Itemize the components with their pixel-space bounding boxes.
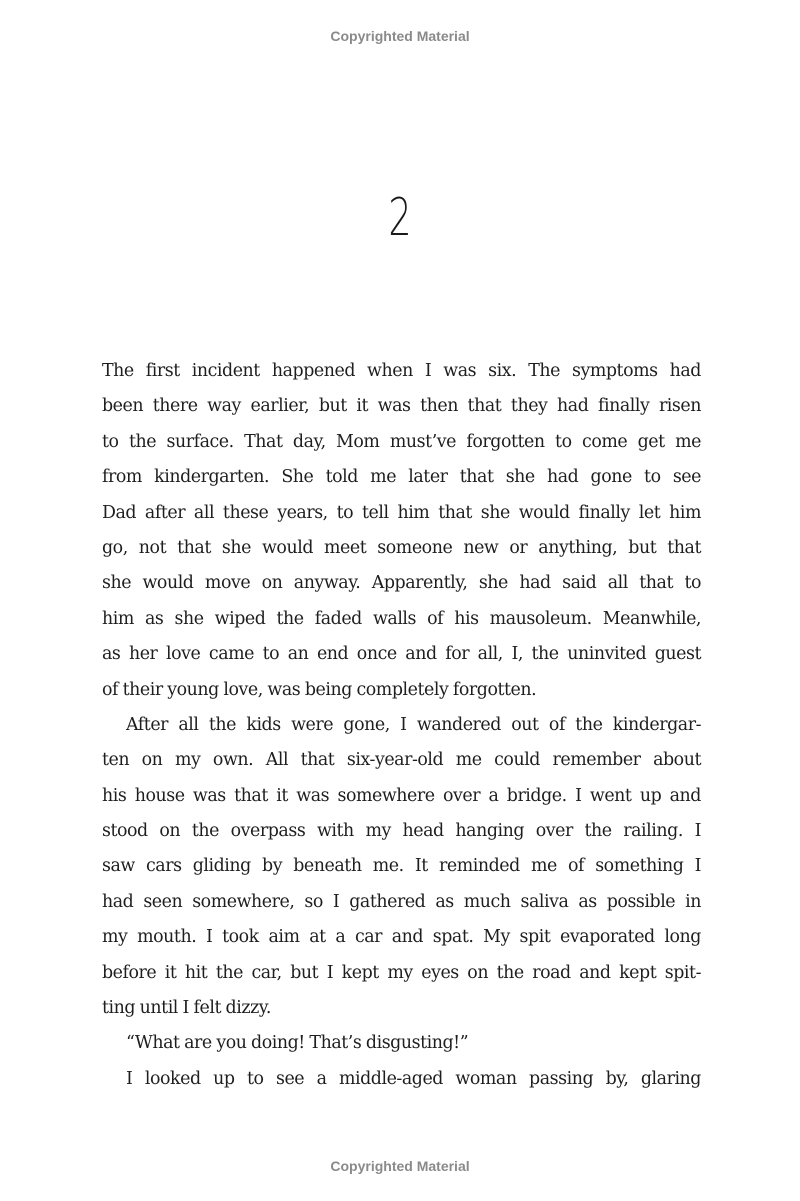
text-line: she would move on anyway. Apparently, she had said all that to bbox=[102, 573, 701, 594]
text-line: his house was that it was somewhere over a bridge. I went up and bbox=[102, 785, 701, 806]
text-line: from kindergarten. She told me later that she had gone to see bbox=[102, 467, 701, 488]
text-line: stood on the overpass with my head hanging over the railing. I bbox=[102, 821, 701, 842]
text-line: been there way earlier, but it was then that they had finally risen bbox=[102, 396, 701, 417]
chapter-number-text: 2 bbox=[388, 188, 412, 248]
text-line: I looked up to see a middle-aged woman passing by, glaring bbox=[126, 1068, 701, 1089]
text-line: as her love came to an end once and for all, I, the uninvited guest bbox=[102, 644, 701, 665]
chapter-body-text bbox=[102, 354, 701, 1097]
text-line: before it hit the car, but I kept my eyes on the road and kept spit- bbox=[102, 962, 701, 983]
copyright-watermark-header: Copyrighted Material bbox=[330, 28, 470, 44]
text-line: saw cars gliding by beneath me. It reminded me of something I bbox=[102, 856, 701, 877]
text-line: of their young love, was being completely forgotten. bbox=[102, 679, 537, 700]
text-line: ten on my own. All that six-year-old me could remember about bbox=[102, 750, 701, 771]
text-line: had seen somewhere, so I gathered as much saliva as possible in bbox=[102, 891, 701, 912]
text-line: ting until I felt dizzy. bbox=[102, 998, 271, 1019]
text-line: my mouth. I took aim at a car and spat. My spit evaporated long bbox=[102, 927, 701, 948]
text-line: go, not that she would meet someone new or anything, but that bbox=[102, 537, 701, 558]
chapter-number bbox=[120, 188, 680, 248]
copyright-watermark-footer: Copyrighted Material bbox=[330, 1158, 470, 1174]
text-line: Dad after all these years, to tell him that she would finally let him bbox=[102, 502, 701, 523]
text-line: him as she wiped the faded walls of his mausoleum. Meanwhile, bbox=[102, 608, 701, 629]
text-line: The first incident happened when I was six. The symptoms had bbox=[102, 361, 701, 381]
text-line: to the surface. That day, Mom must’ve forgotten to come get me bbox=[102, 431, 701, 452]
text-line: After all the kids were gone, I wandered out of the kindergar- bbox=[126, 714, 701, 735]
text-line: “What are you doing! That’s disgusting!” bbox=[126, 1033, 469, 1054]
